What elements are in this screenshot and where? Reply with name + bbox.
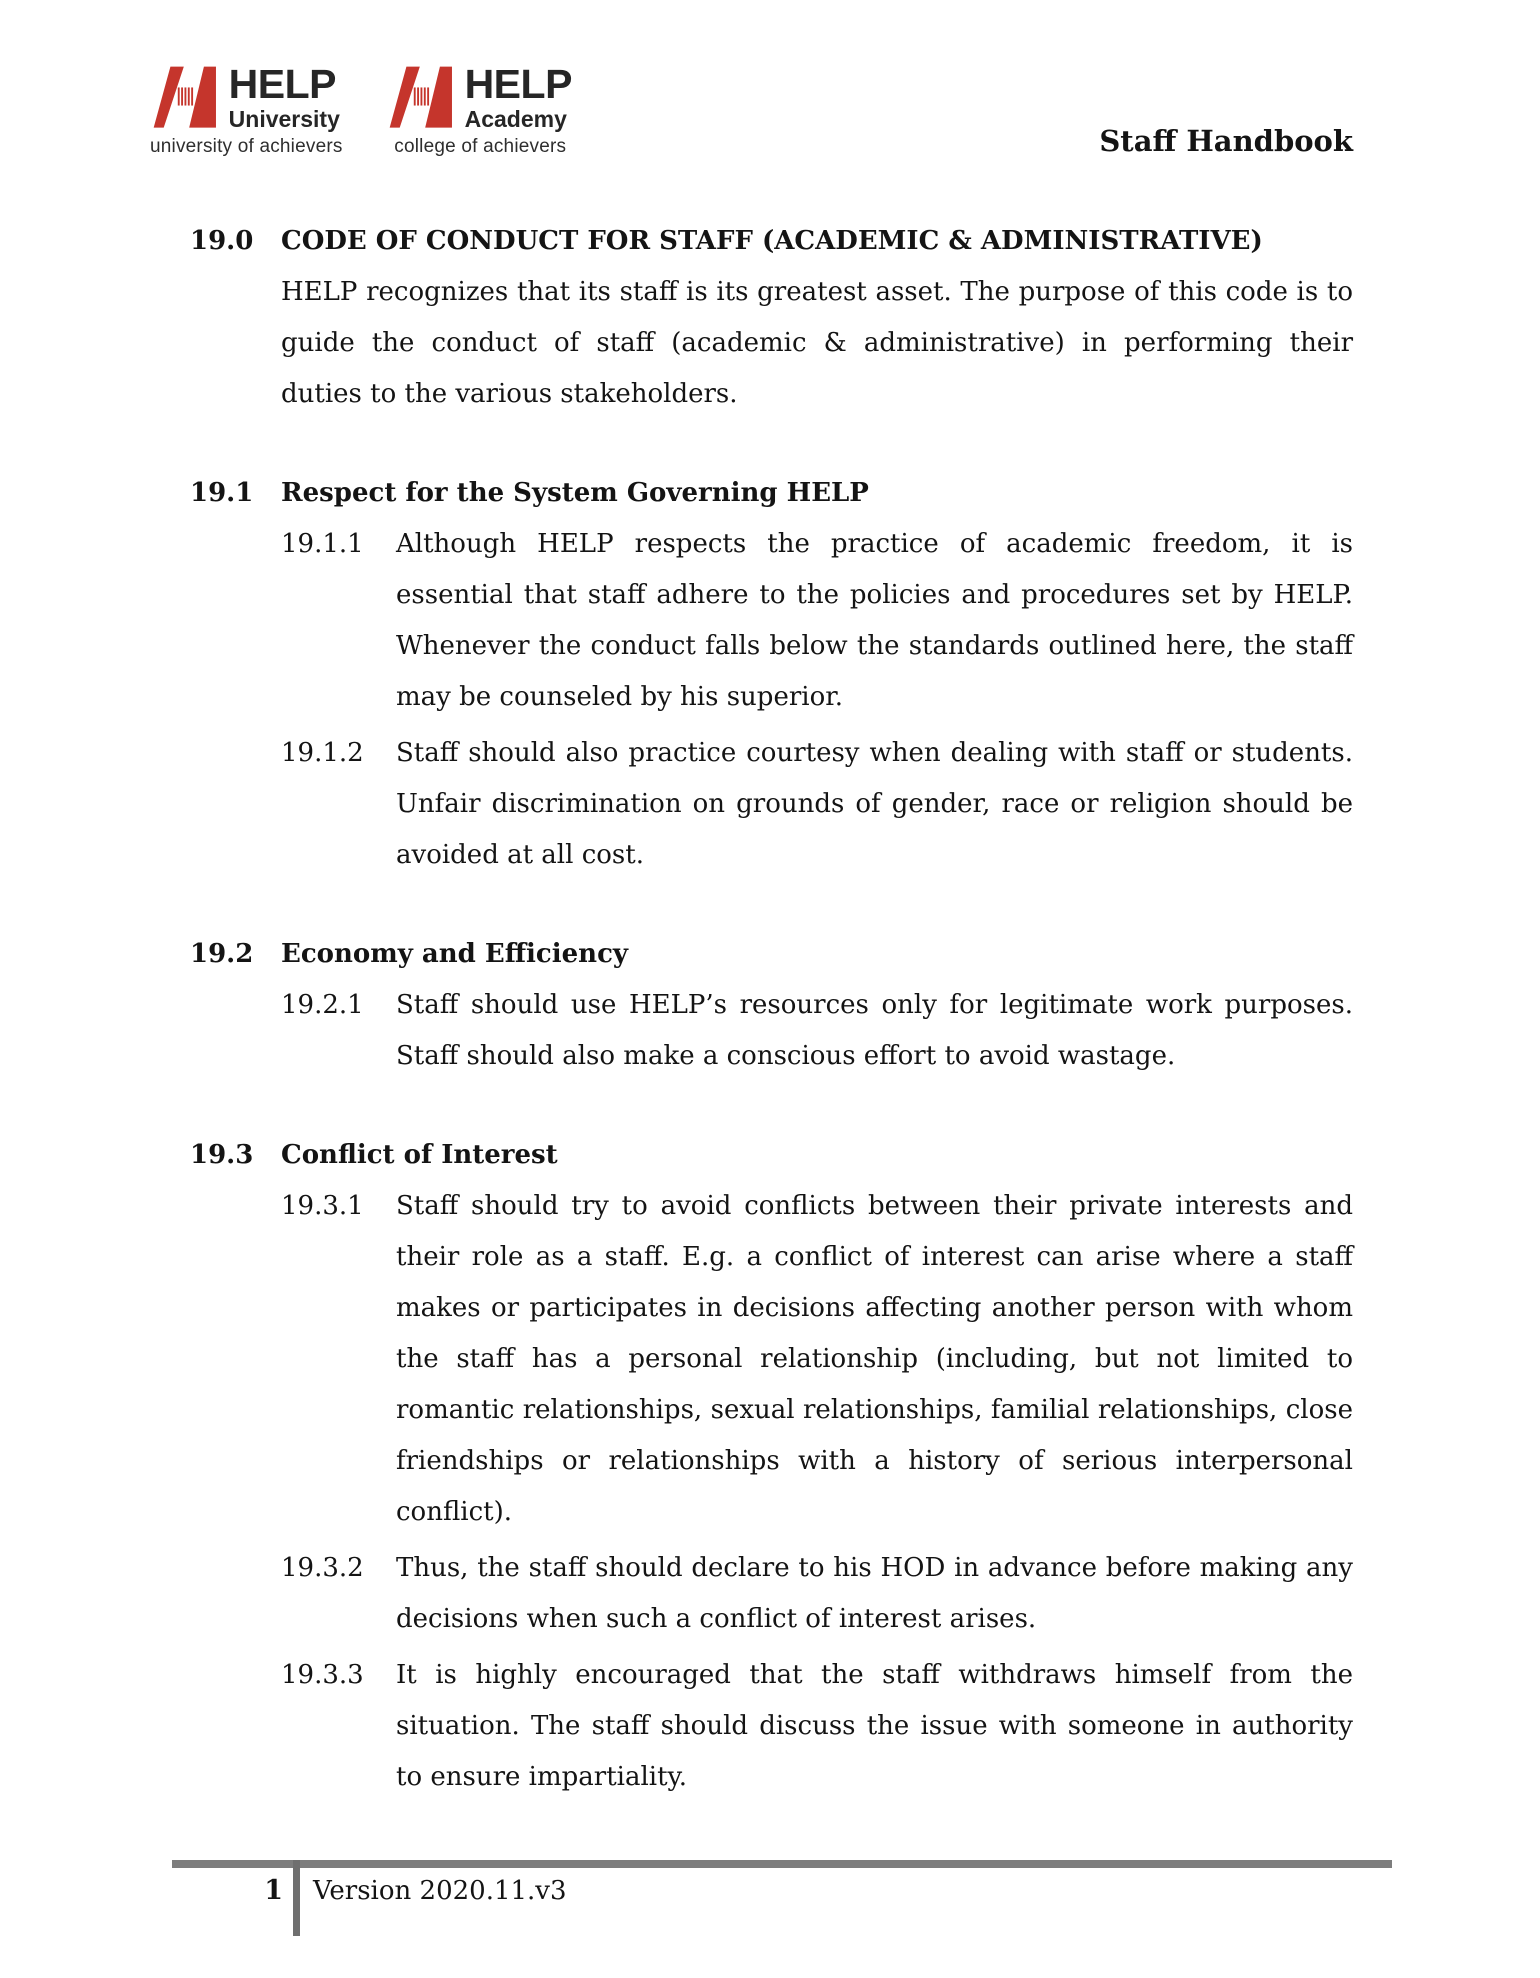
page-header [0, 0, 1540, 158]
logo-university-tagline: university of achievers [150, 136, 343, 157]
section-intro: HELP recognizes that its staff is its greatest asset. The purpose of this code is to guide the conduct of staff (academic & administrative) in performing their duties to the various stakeholders. [281, 277, 1353, 409]
logo-academy-tagline: college of achievers [394, 136, 567, 157]
logo-academy-line2: Academy [464, 106, 567, 132]
logo-academy-row [389, 61, 572, 132]
clause-item [281, 728, 1353, 881]
clause-item [281, 1650, 1353, 1803]
logo-university-line2: University [228, 106, 340, 132]
help-university-logo-icon [153, 64, 220, 131]
clause-item [281, 980, 1353, 1082]
section-number: 19.2 [190, 939, 254, 969]
section-number: 19.3 [190, 1140, 254, 1170]
logo-help-university [150, 61, 343, 158]
section-19-3 [190, 1130, 1353, 1803]
section-heading [190, 216, 1353, 267]
clause-number: 19.3.1 [281, 1191, 364, 1221]
clause-number: 19.1.1 [281, 529, 364, 559]
page-number: 1 [264, 1875, 283, 1906]
section-number: 19.0 [190, 226, 254, 256]
logo-academy-wordmark [464, 61, 572, 132]
footer-horizontal-rule [172, 1860, 1392, 1868]
clause-number: 19.3.3 [281, 1660, 364, 1690]
logo-university-wordmark [228, 61, 340, 132]
section-title: Economy and Efficiency [281, 939, 629, 969]
section-number: 19.1 [190, 478, 254, 508]
footer-vertical-divider [293, 1860, 300, 1936]
clause-number: 19.2.1 [281, 990, 364, 1020]
help-academy-logo-icon [389, 64, 456, 131]
clause-item [281, 1181, 1353, 1538]
clause-number: 19.1.2 [281, 738, 364, 768]
clause-item [281, 1543, 1353, 1645]
section-title: CODE OF CONDUCT FOR STAFF (ACADEMIC & ADMINISTRATIVE) [281, 226, 1263, 256]
version-label: Version 2020.11.v3 [313, 1876, 567, 1906]
logo-help-academy [389, 61, 572, 158]
clause-text: It is highly encouraged that the staff withdraws himself from the situation. The staff should discuss the issue with someone in authority to ensure impartiality. [396, 1660, 1353, 1792]
section-title: Respect for the System Governing HELP [281, 478, 869, 508]
section-heading [190, 929, 1353, 980]
logo-university-row [153, 61, 340, 132]
clause-text: Staff should try to avoid conflicts between their private interests and their role as a staff. E.g. a conflict of interest can arise where a staff makes or participates in decisions affecting another person with whom the staff has a personal relationship (including, but not limited to romantic relationships, sexual relationships, familial relationships, close friendships or relationships with a history of serious interpersonal conflict). [396, 1191, 1353, 1527]
section-heading [190, 468, 1353, 519]
document-title: Staff Handbook [1099, 124, 1353, 159]
clause-number: 19.3.2 [281, 1553, 364, 1583]
clause-text: Staff should also practice courtesy when dealing with staff or students. Unfair discrimination on grounds of gender, race or religion should be avoided at all cost. [396, 738, 1353, 870]
section-19-2 [190, 929, 1353, 1082]
section-title: Conflict of Interest [281, 1140, 558, 1170]
document-body [190, 216, 1353, 1803]
logo-university-name: HELP [228, 61, 337, 107]
clause-text: Thus, the staff should declare to his HOD in advance before making any decisions when such a conflict of interest arises. [396, 1553, 1353, 1634]
clause-text: Although HELP respects the practice of academic freedom, it is essential that staff adhere to the policies and procedures set by HELP. Whenever the conduct falls below the standards outlined here, the staff may be counseled by his superior. [396, 529, 1353, 712]
logo-academy-name: HELP [464, 61, 572, 107]
section-19-1 [190, 468, 1353, 881]
section-heading [190, 1130, 1353, 1181]
section-19-0 [190, 216, 1353, 420]
clause-item [281, 519, 1353, 723]
clause-text: Staff should use HELP’s resources only for legitimate work purposes. Staff should also make a conscious effort to avoid wastage. [396, 990, 1353, 1071]
